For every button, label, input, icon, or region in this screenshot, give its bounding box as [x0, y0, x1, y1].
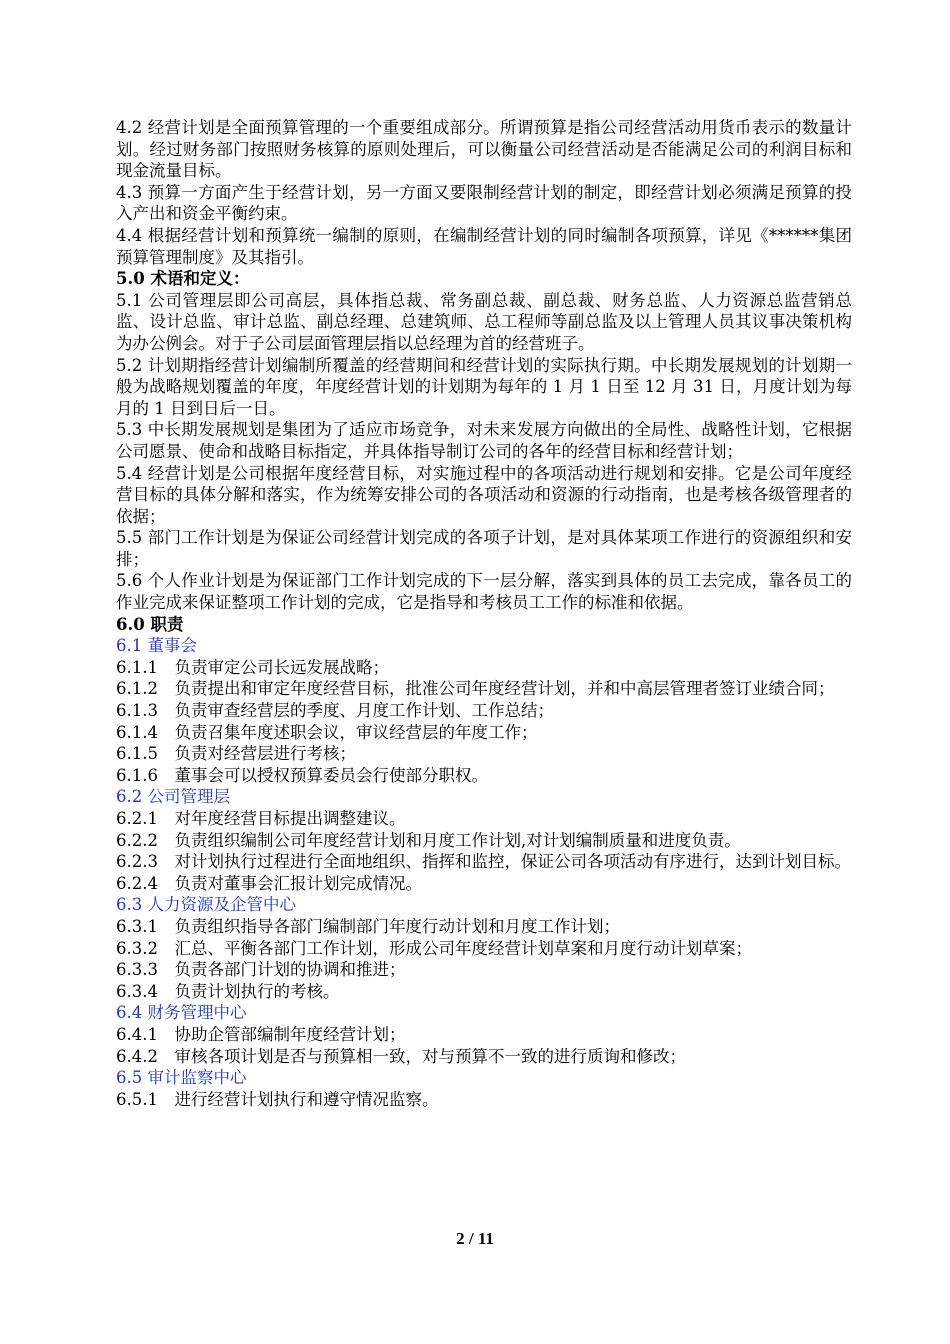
item-6-2-2: 6.2.2 负责组织编制公司年度经营计划和月度工作计划,对计划编制质量和进度负责。: [116, 830, 741, 850]
para-5-2: 5.2 计划期指经营计划编制所覆盖的经营期间和经营计划的实际执行期。中长期发展规划的计划期一般为战略规划覆盖的年度，年度经营计划的计划期为每年的 1 月 1 日至 12 月 31 日，月度计划为每月的 1 日到日后一日。: [116, 355, 852, 418]
item-6-1-6: 6.1.6 董事会可以授权预算委员会行使部分职权。: [116, 765, 488, 785]
item-6-2-4: 6.2.4 负责对董事会汇报计划完成情况。: [116, 873, 422, 893]
para-5-1: 5.1 公司管理层即公司高层，具体指总裁、常务副总裁、副总裁、财务总监、人力资源总监营销总监、设计总监、审计总监、副总经理、总建筑师、总工程师等副总监及以上管理人员其议事决策机构为办公例会。对于子公司层面管理层指以总经理为首的经营班子。: [116, 290, 852, 353]
para-5-5: 5.5 部门工作计划是为保证公司经营计划完成的各项子计划，是对具体某项工作进行的资源组织和安排；: [116, 528, 852, 569]
item-6-1-3: 6.1.3 负责审查经营层的季度、月度工作计划、工作总结；: [116, 701, 554, 721]
subheading-6-4: 6.4 财务管理中心: [116, 1003, 247, 1023]
subheading-6-3: 6.3 人力资源及企管中心: [116, 895, 296, 915]
section-heading-6: 6.0 职责: [116, 614, 184, 634]
item-6-2-1: 6.2.1 对年度经营目标提出调整建议。: [116, 809, 406, 828]
item-6-3-2: 6.3.2 汇总、平衡各部门工作计划，形成公司年度经营计划草案和月度行动计划草案；: [116, 938, 752, 958]
para-4-2: 4.2 经营计划是全面预算管理的一个重要组成部分。所谓预算是指公司经营活动用货币表示的数量计划。经过财务部门按照财务核算的原则处理后，可以衡量公司经营活动是否能满足公司的利润目标和现金流量目标。: [116, 118, 852, 181]
section-heading-5: 5.0 术语和定义：: [116, 269, 250, 289]
item-6-3-1: 6.3.1 负责组织指导各部门编制部门年度行动计划和月度工作计划；: [116, 916, 620, 936]
item-6-1-4: 6.1.4 负责召集年度述职会议，审议经营层的年度工作；: [116, 722, 538, 742]
subheading-6-1: 6.1 董事会: [116, 636, 197, 656]
item-6-3-3: 6.3.3 负责各部门计划的协调和推进；: [116, 960, 406, 980]
item-6-3-4: 6.3.4 负责计划执行的考核。: [116, 981, 340, 1001]
para-4-4: 4.4 根据经营计划和预算统一编制的原则，在编制经营计划的同时编制各项预算，详见《******集团预算管理制度》及其指引。: [116, 225, 852, 267]
para-5-4: 5.4 经营计划是公司根据年度经营目标，对实施过程中的各项活动进行规划和安排。它是公司年度经营目标的具体分解和落实，作为统筹安排公司的各项活动和资源的行动指南，也是考核各级管理者的依据；: [116, 463, 852, 526]
para-4-3: 4.3 预算一方面产生于经营计划，另一方面又要限制经营计划的制定，即经营计划必须满足预算的投入产出和资金平衡约束。: [116, 182, 852, 224]
item-6-1-1: 6.1.1 负责审定公司长远发展战略；: [116, 657, 389, 677]
item-6-1-5: 6.1.5 负责对经营层进行考核；: [116, 744, 356, 764]
page-number: 2 / 11: [456, 1229, 494, 1248]
item-6-1-2: 6.1.2 负责提出和审定年度经营目标，批准公司年度经营计划，并和中高层管理者签订业绩合同；: [116, 679, 835, 699]
document-body: [116, 117, 852, 1110]
subheading-6-2: 6.2 公司管理层: [116, 787, 230, 807]
item-6-4-2: 6.4.2 审核各项计划是否与预算相一致，对与预算不一致的进行质询和修改；: [116, 1046, 686, 1066]
item-6-4-1: 6.4.1 协助企管部编制年度经营计划；: [116, 1024, 406, 1044]
subheading-6-5: 6.5 审计监察中心: [116, 1068, 247, 1088]
para-5-3: 5.3 中长期发展规划是集团为了适应市场竞争，对未来发展方向做出的全局性、战略性计划，它根据公司愿景、使命和战略目标指定，并具体指导制订公司的各年的经营目标和经营计划；: [116, 420, 852, 461]
item-6-2-3: 6.2.3 对计划执行过程进行全面地组织、指挥和监控，保证公司各项活动有序进行，达到计划目标。: [116, 852, 851, 872]
para-5-6: 5.6 个人作业计划是为保证部门工作计划完成的下一层分解，落实到具体的员工去完成，靠各员工的作业完成来保证整项工作计划的完成，它是指导和考核员工工作的标准和依据。: [116, 571, 852, 613]
item-6-5-1: 6.5.1 进行经营计划执行和遵守情况监察。: [116, 1089, 439, 1109]
